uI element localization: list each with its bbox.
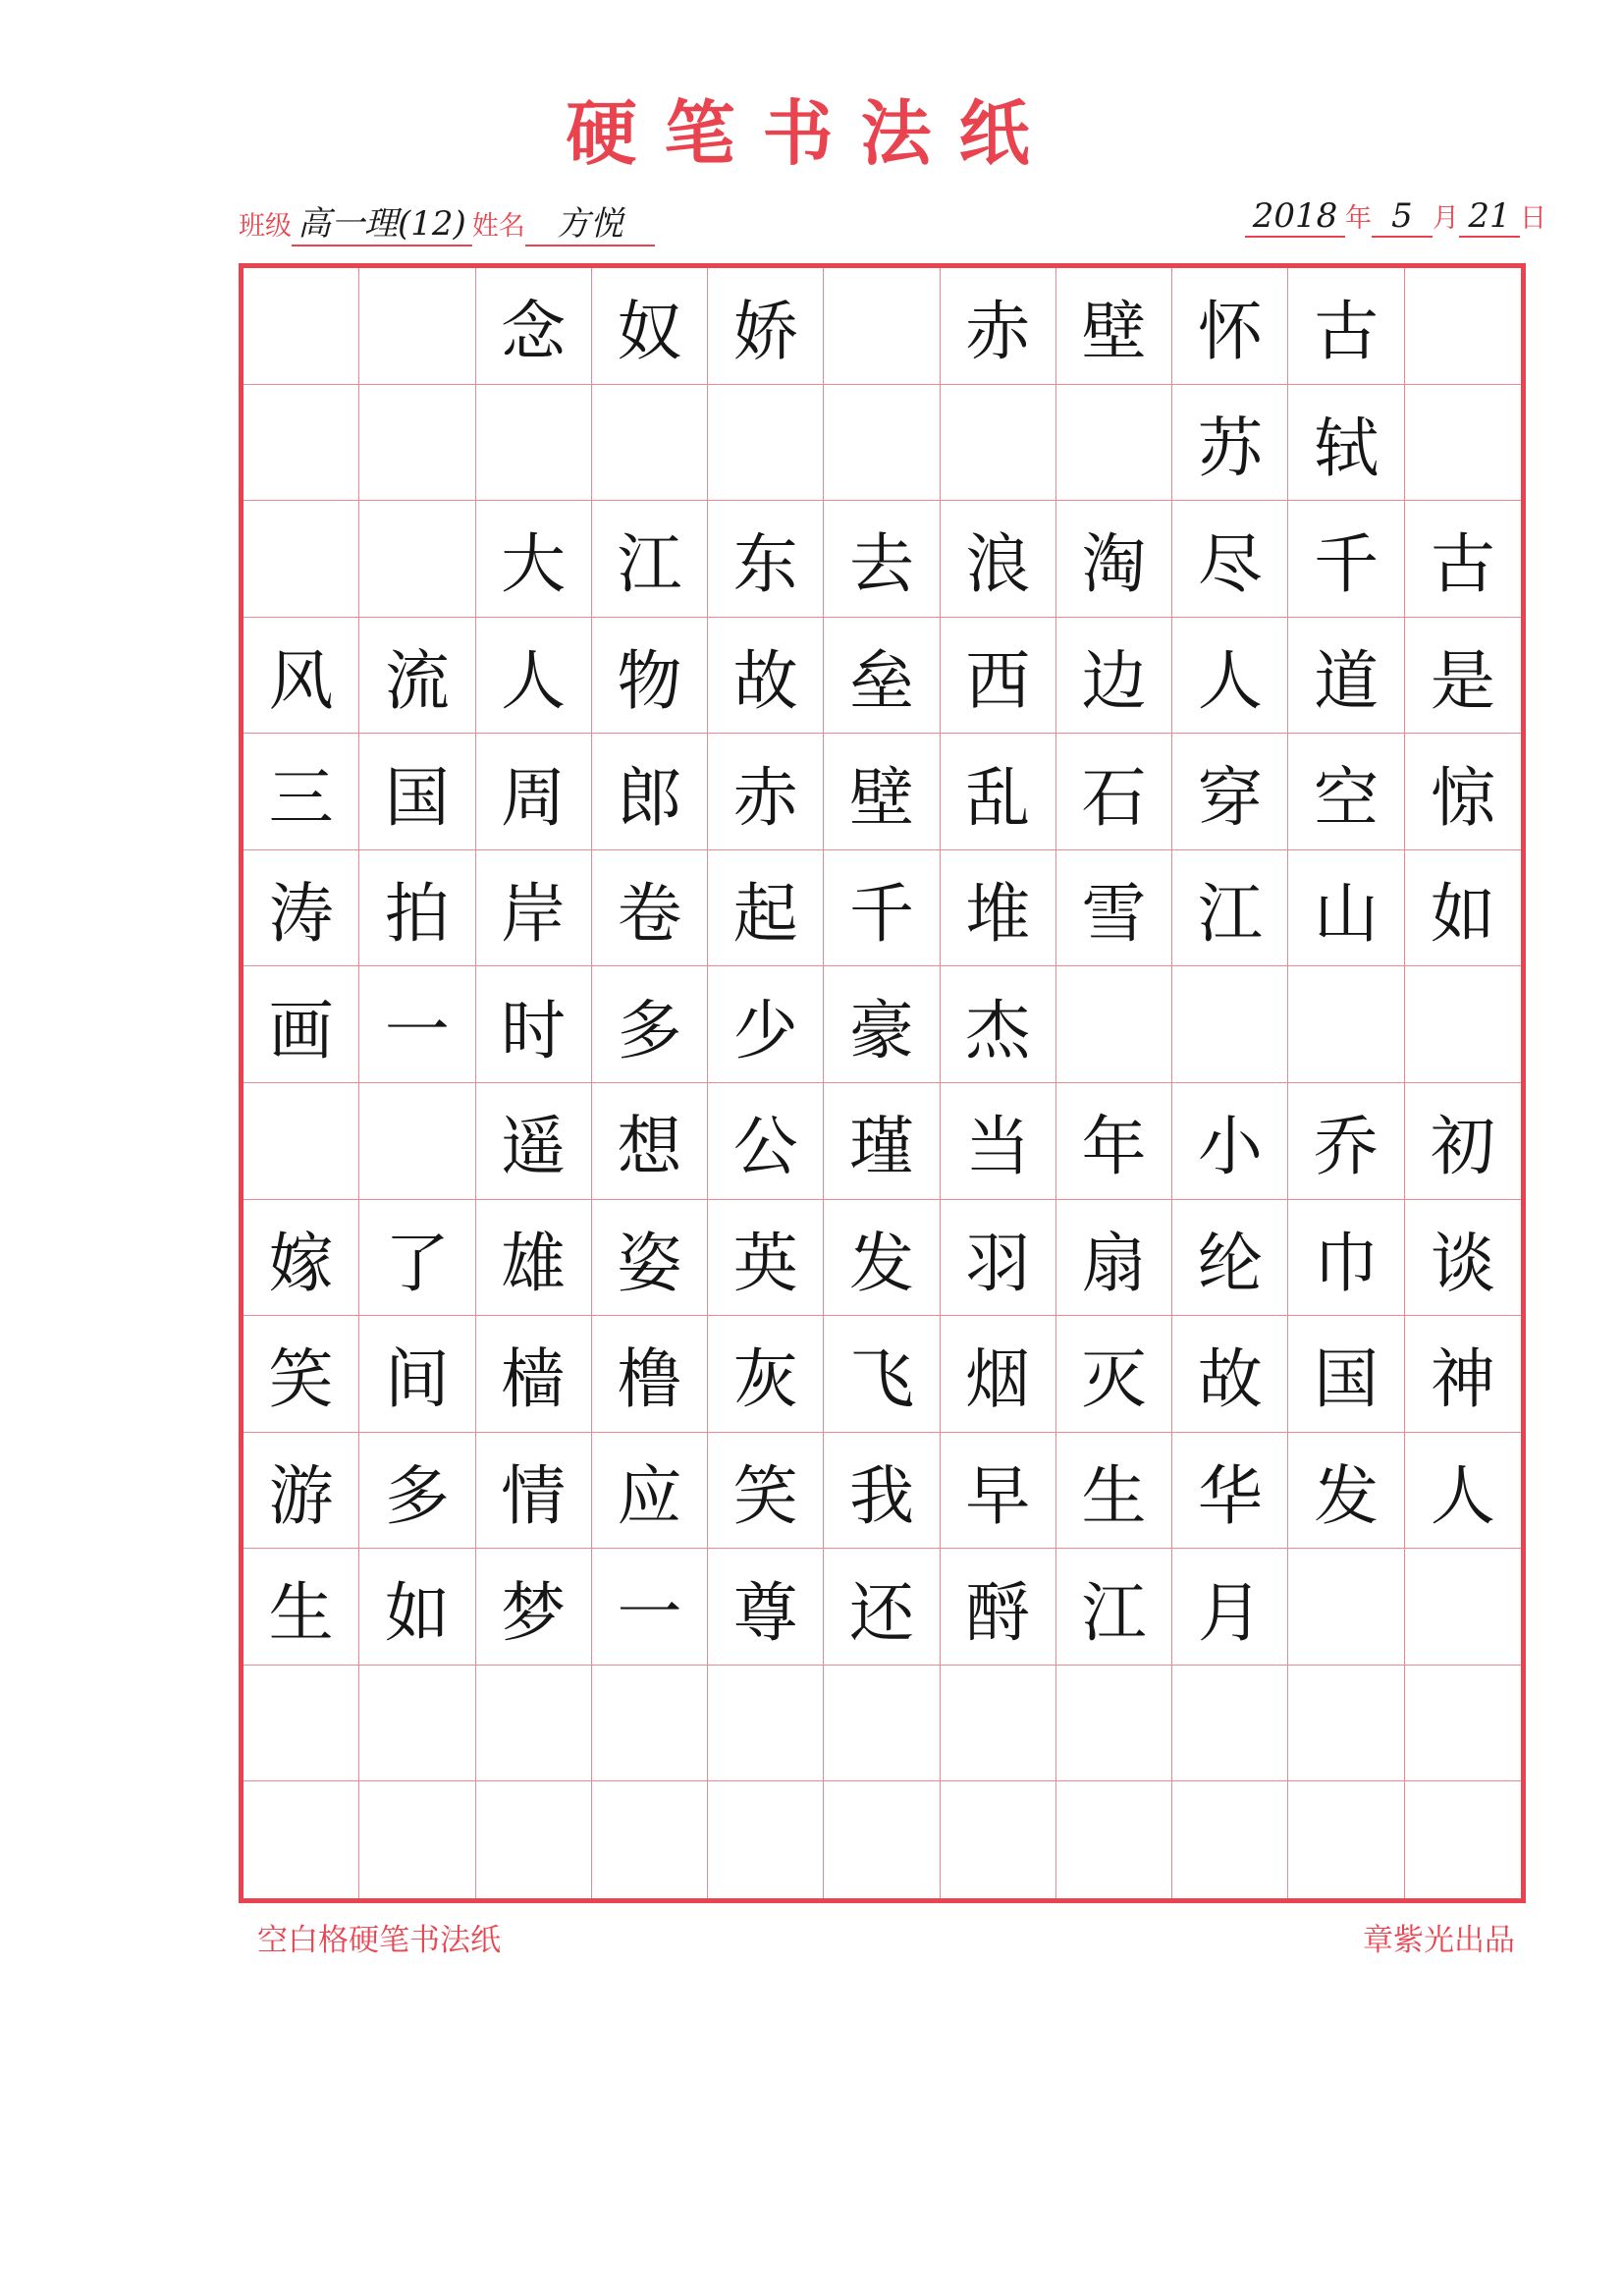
grid-cell: 赤 [941, 268, 1056, 385]
grid-cell: 画 [243, 966, 359, 1083]
grid-cell [708, 1666, 824, 1782]
grid-cell [359, 268, 475, 385]
grid-cell: 赤 [708, 734, 824, 850]
grid-cell: 一 [359, 966, 475, 1083]
grid-cell: 起 [708, 850, 824, 967]
grid-cell: 风 [243, 618, 359, 735]
grid-cell: 娇 [708, 268, 824, 385]
grid-cell: 江 [1056, 1549, 1172, 1666]
grid-cell: 杰 [941, 966, 1056, 1083]
grid-cell: 山 [1288, 850, 1404, 967]
grid-cell: 想 [592, 1083, 708, 1200]
grid-cell: 月 [1172, 1549, 1288, 1666]
grid-cell: 姿 [592, 1200, 708, 1317]
grid-cell [1172, 966, 1288, 1083]
grid-cell [1172, 1781, 1288, 1898]
grid-cell [1056, 1781, 1172, 1898]
grid-cell: 轼 [1288, 385, 1404, 502]
grid-cell: 故 [1172, 1316, 1288, 1433]
grid-cell [1405, 1549, 1521, 1666]
grid-cell: 豪 [824, 966, 940, 1083]
grid-cell: 空 [1288, 734, 1404, 850]
grid-cell: 江 [592, 501, 708, 618]
year-value: 2018 [1245, 196, 1345, 238]
grid-cell: 人 [1172, 618, 1288, 735]
grid-cell: 怀 [1172, 268, 1288, 385]
grid-cell [1405, 385, 1521, 502]
grid-cell [359, 1666, 475, 1782]
grid-cell [243, 385, 359, 502]
grid-cell: 雪 [1056, 850, 1172, 967]
grid-cell [1056, 966, 1172, 1083]
grid-cell: 卷 [592, 850, 708, 967]
grid-cell: 发 [824, 1200, 940, 1317]
grid-cell: 遥 [476, 1083, 592, 1200]
day-label: 日 [1520, 203, 1546, 234]
grid-cell: 岸 [476, 850, 592, 967]
grid-cell: 多 [592, 966, 708, 1083]
grid-cell: 酹 [941, 1549, 1056, 1666]
grid-cell: 年 [1056, 1083, 1172, 1200]
footer-left: 空白格硬笔书法纸 [257, 1923, 501, 1958]
grid-cell [941, 385, 1056, 502]
grid-cell: 垒 [824, 618, 940, 735]
grid-cell: 笑 [243, 1316, 359, 1433]
grid-cell: 乔 [1288, 1083, 1404, 1200]
grid-cell: 郎 [592, 734, 708, 850]
footer-right: 章紫光出品 [1363, 1923, 1515, 1958]
grid-cell: 纶 [1172, 1200, 1288, 1317]
grid-cell: 时 [476, 966, 592, 1083]
grid-cell: 去 [824, 501, 940, 618]
grid-cell: 念 [476, 268, 592, 385]
grid-cell: 苏 [1172, 385, 1288, 502]
grid-cell: 情 [476, 1433, 592, 1550]
grid-cell [708, 1781, 824, 1898]
grid-cell [1056, 385, 1172, 502]
grid-cell [941, 1781, 1056, 1898]
grid-cell: 应 [592, 1433, 708, 1550]
grid-cell: 笑 [708, 1433, 824, 1550]
grid-cell [592, 1781, 708, 1898]
grid-cell: 三 [243, 734, 359, 850]
day-value: 21 [1459, 196, 1520, 238]
grid-cell: 我 [824, 1433, 940, 1550]
grid-cell: 巾 [1288, 1200, 1404, 1317]
grid-cell [1405, 1666, 1521, 1782]
grid-cell: 华 [1172, 1433, 1288, 1550]
grid-cell: 当 [941, 1083, 1056, 1200]
grid-cell: 樯 [476, 1316, 592, 1433]
grid-cell: 烟 [941, 1316, 1056, 1433]
grid-cell: 嫁 [243, 1200, 359, 1317]
grid-cell: 堆 [941, 850, 1056, 967]
grid-cell: 古 [1288, 268, 1404, 385]
grid-cell [243, 1083, 359, 1200]
grid-cell: 拍 [359, 850, 475, 967]
grid-cell: 初 [1405, 1083, 1521, 1200]
grid-cell [359, 385, 475, 502]
grid-cell [1172, 1666, 1288, 1782]
grid-cell: 神 [1405, 1316, 1521, 1433]
grid-cell: 穿 [1172, 734, 1288, 850]
grid-cell: 浪 [941, 501, 1056, 618]
grid-cell: 还 [824, 1549, 940, 1666]
grid-cell: 扇 [1056, 1200, 1172, 1317]
grid-cell [941, 1666, 1056, 1782]
grid-cell: 发 [1288, 1433, 1404, 1550]
grid-cell [359, 501, 475, 618]
grid-cell: 灭 [1056, 1316, 1172, 1433]
grid-cell: 国 [1288, 1316, 1404, 1433]
grid-cell: 梦 [476, 1549, 592, 1666]
grid-cell [1288, 966, 1404, 1083]
grid-cell: 千 [824, 850, 940, 967]
grid-cell [359, 1083, 475, 1200]
grid-cell: 早 [941, 1433, 1056, 1550]
grid-cell [1288, 1549, 1404, 1666]
grid-cell [708, 385, 824, 502]
grid-cell: 奴 [592, 268, 708, 385]
grid-cell [824, 1781, 940, 1898]
grid-cell [243, 1781, 359, 1898]
grid-cell: 生 [1056, 1433, 1172, 1550]
grid-cell: 故 [708, 618, 824, 735]
grid-cell [1288, 1781, 1404, 1898]
grid-cell [1405, 966, 1521, 1083]
grid-cell: 雄 [476, 1200, 592, 1317]
grid-cell: 江 [1172, 850, 1288, 967]
name-value: 方悦 [525, 196, 655, 246]
class-label: 班级 [239, 211, 292, 242]
year-label: 年 [1345, 203, 1372, 234]
grid-cell: 羽 [941, 1200, 1056, 1317]
grid-cell: 国 [359, 734, 475, 850]
grid-cell: 谈 [1405, 1200, 1521, 1317]
grid-cell: 多 [359, 1433, 475, 1550]
grid-cell: 周 [476, 734, 592, 850]
grid-cell [592, 1666, 708, 1782]
grid-cell: 橹 [592, 1316, 708, 1433]
grid-cell: 千 [1288, 501, 1404, 618]
grid-cell [476, 1781, 592, 1898]
grid-cell: 飞 [824, 1316, 940, 1433]
grid-cell: 人 [1405, 1433, 1521, 1550]
grid-cell: 间 [359, 1316, 475, 1433]
grid-cells [243, 268, 1521, 1898]
grid-cell: 道 [1288, 618, 1404, 735]
grid-cell: 生 [243, 1549, 359, 1666]
grid-cell [1056, 1666, 1172, 1782]
grid-cell: 东 [708, 501, 824, 618]
grid-cell [824, 268, 940, 385]
grid-cell: 古 [1405, 501, 1521, 618]
grid-cell [243, 1666, 359, 1782]
grid-cell: 公 [708, 1083, 824, 1200]
grid-cell: 物 [592, 618, 708, 735]
grid-cell [1288, 1666, 1404, 1782]
grid-cell: 尊 [708, 1549, 824, 1666]
grid-cell: 如 [359, 1549, 475, 1666]
name-label: 姓名 [471, 211, 525, 242]
grid-cell: 涛 [243, 850, 359, 967]
grid-cell [824, 385, 940, 502]
grid-cell: 惊 [1405, 734, 1521, 850]
grid-cell: 是 [1405, 618, 1521, 735]
writing-grid [239, 263, 1526, 1903]
class-value: 高一理(12) [292, 196, 472, 246]
grid-cell: 英 [708, 1200, 824, 1317]
grid-cell: 壁 [1056, 268, 1172, 385]
grid-cell: 少 [708, 966, 824, 1083]
grid-cell [1405, 1781, 1521, 1898]
grid-cell: 乱 [941, 734, 1056, 850]
grid-cell: 一 [592, 1549, 708, 1666]
date-info [1245, 196, 1546, 247]
grid-cell [1405, 268, 1521, 385]
grid-cell: 人 [476, 618, 592, 735]
grid-cell: 尽 [1172, 501, 1288, 618]
page-title: 硬笔书法纸 [566, 92, 1057, 175]
grid-cell: 边 [1056, 618, 1172, 735]
grid-cell: 西 [941, 618, 1056, 735]
grid-cell [243, 268, 359, 385]
grid-cell [592, 385, 708, 502]
student-info [239, 196, 655, 247]
grid-cell [476, 385, 592, 502]
grid-cell: 灰 [708, 1316, 824, 1433]
grid-cell: 淘 [1056, 501, 1172, 618]
grid-cell: 大 [476, 501, 592, 618]
grid-cell [824, 1666, 940, 1782]
grid-cell [359, 1781, 475, 1898]
grid-cell: 壁 [824, 734, 940, 850]
grid-cell: 流 [359, 618, 475, 735]
grid-cell: 小 [1172, 1083, 1288, 1200]
month-label: 月 [1433, 203, 1459, 234]
grid-cell: 了 [359, 1200, 475, 1317]
grid-cell [243, 501, 359, 618]
grid-cell: 游 [243, 1433, 359, 1550]
grid-cell: 瑾 [824, 1083, 940, 1200]
grid-cell [476, 1666, 592, 1782]
grid-cell: 石 [1056, 734, 1172, 850]
month-value: 5 [1372, 196, 1433, 238]
grid-cell: 如 [1405, 850, 1521, 967]
